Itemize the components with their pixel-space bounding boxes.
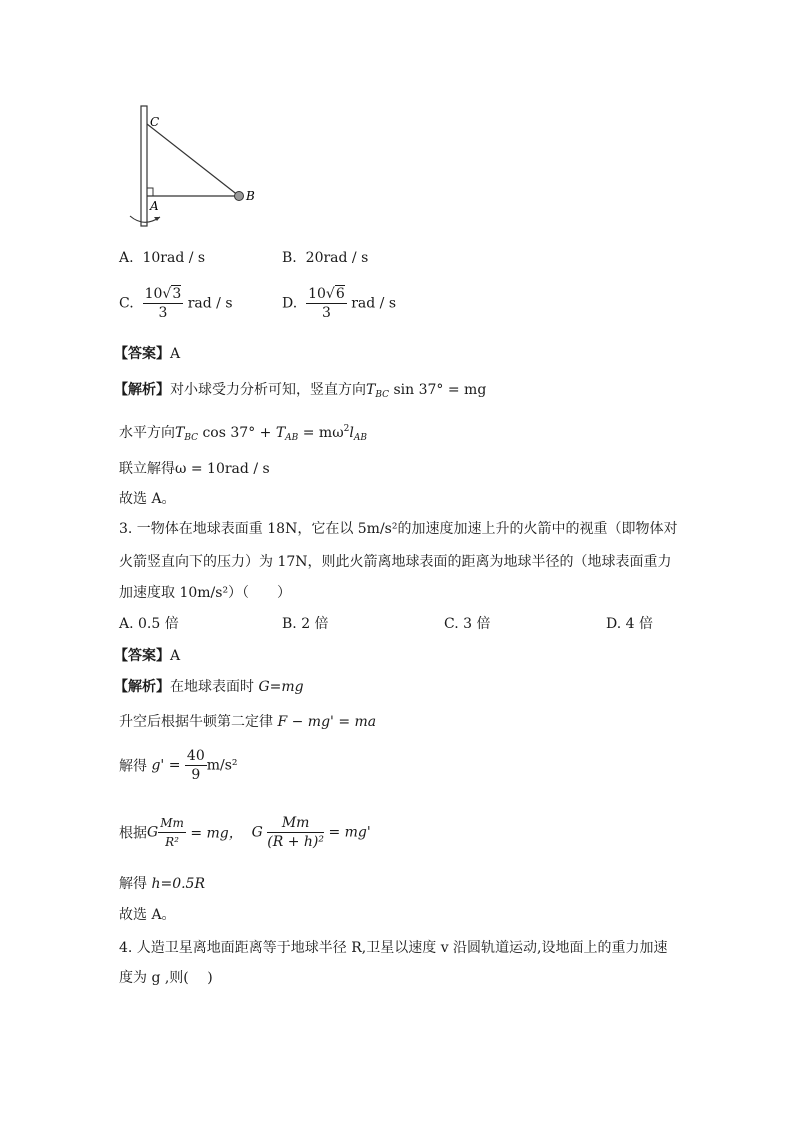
q3-option-b: B. 2 倍 bbox=[282, 616, 329, 632]
ball-b bbox=[235, 192, 244, 201]
q3-analysis-line5: 解得 h=0.5R bbox=[119, 876, 206, 892]
gravity-fraction-2: $\frac{Mm}{\text{(R + h)²}}$ bbox=[267, 815, 325, 850]
q3-analysis-line4: 根据G $\frac{Mm}{\text{R²}}$ = mg， G $\frac{Mm}{\text{(R + h)²}}$ = mg' bbox=[119, 815, 371, 850]
rod-ball-figure bbox=[110, 100, 270, 235]
q2-option-a: A. 10rad / s bbox=[119, 250, 206, 266]
label-b: B bbox=[246, 189, 255, 203]
q3-option-d: D. 4 倍 bbox=[606, 616, 653, 632]
g-fraction: $\frac{40}{9}$ bbox=[186, 748, 205, 783]
label-a: A bbox=[150, 199, 159, 213]
vertical-rod bbox=[141, 106, 147, 226]
q3-option-a: A. 0.5 倍 bbox=[119, 616, 179, 632]
q3-stem-line2: 火箭竖直向下的压力）为 17N，则此火箭离地球表面的距离为地球半径的（地球表面重力 bbox=[119, 554, 672, 570]
q2-option-b: B. 20rad / s bbox=[282, 250, 369, 266]
q4-stem-line1: 4. 人造卫星离地面距离等于地球半径 R,卫星以速度 v 沿圆轨道运动,设地面上的重力加速 bbox=[119, 940, 668, 956]
q3-conclusion: 故选 A。 bbox=[119, 907, 176, 923]
q2-analysis-line3: 联立解得ω = 10rad / s bbox=[119, 461, 270, 477]
label-c: C bbox=[150, 115, 160, 129]
d-fraction: $\frac{10√6}{3}$ bbox=[308, 286, 345, 321]
string-bc bbox=[147, 124, 239, 196]
c-fraction: $\frac{10√3}{3}$ bbox=[144, 286, 182, 321]
q2-answer: 【答案】A bbox=[114, 346, 181, 362]
q2-conclusion: 故选 A。 bbox=[119, 491, 176, 507]
q3-stem-line3: 加速度取 10m/s²）（ ） bbox=[119, 585, 292, 601]
q2-option-d: D. $\frac{10√6}{3}$ rad / s bbox=[282, 286, 397, 321]
q3-analysis-line3: 解得 g' = $\frac{40}{9}$ m/s² bbox=[119, 748, 238, 783]
q2-option-c: C. $\frac{10√3}{3}$ rad / s bbox=[119, 286, 233, 321]
q2-analysis-line2: 水平方向$T_{BC}$ $\cos 37^\circ + T_{AB} = m\omega^2l_{AB}$ bbox=[119, 424, 367, 443]
q4-stem-line2: 度为 g ,则( ) bbox=[119, 970, 213, 986]
gravity-fraction-1: $\frac{Mm}{\text{R²}}$ bbox=[160, 816, 184, 849]
q3-analysis-line2: 升空后根据牛顿第二定律 F − mg' = ma bbox=[119, 714, 377, 730]
q3-stem-line1: 3. 一物体在地球表面重 18N，它在以 5m/s²的加速度加速上升的火箭中的视重（即物体对 bbox=[119, 521, 678, 537]
q3-option-c: C. 3 倍 bbox=[444, 616, 491, 632]
q3-answer: 【答案】A bbox=[114, 648, 181, 664]
q3-analysis-line1: 【解析】在地球表面时 G=mg bbox=[114, 679, 304, 695]
q2-analysis-line1: 【解析】对小球受力分析可知，竖直方向$T_{BC}$ sin 37° = mg bbox=[114, 382, 487, 400]
right-angle-mark bbox=[147, 188, 153, 196]
